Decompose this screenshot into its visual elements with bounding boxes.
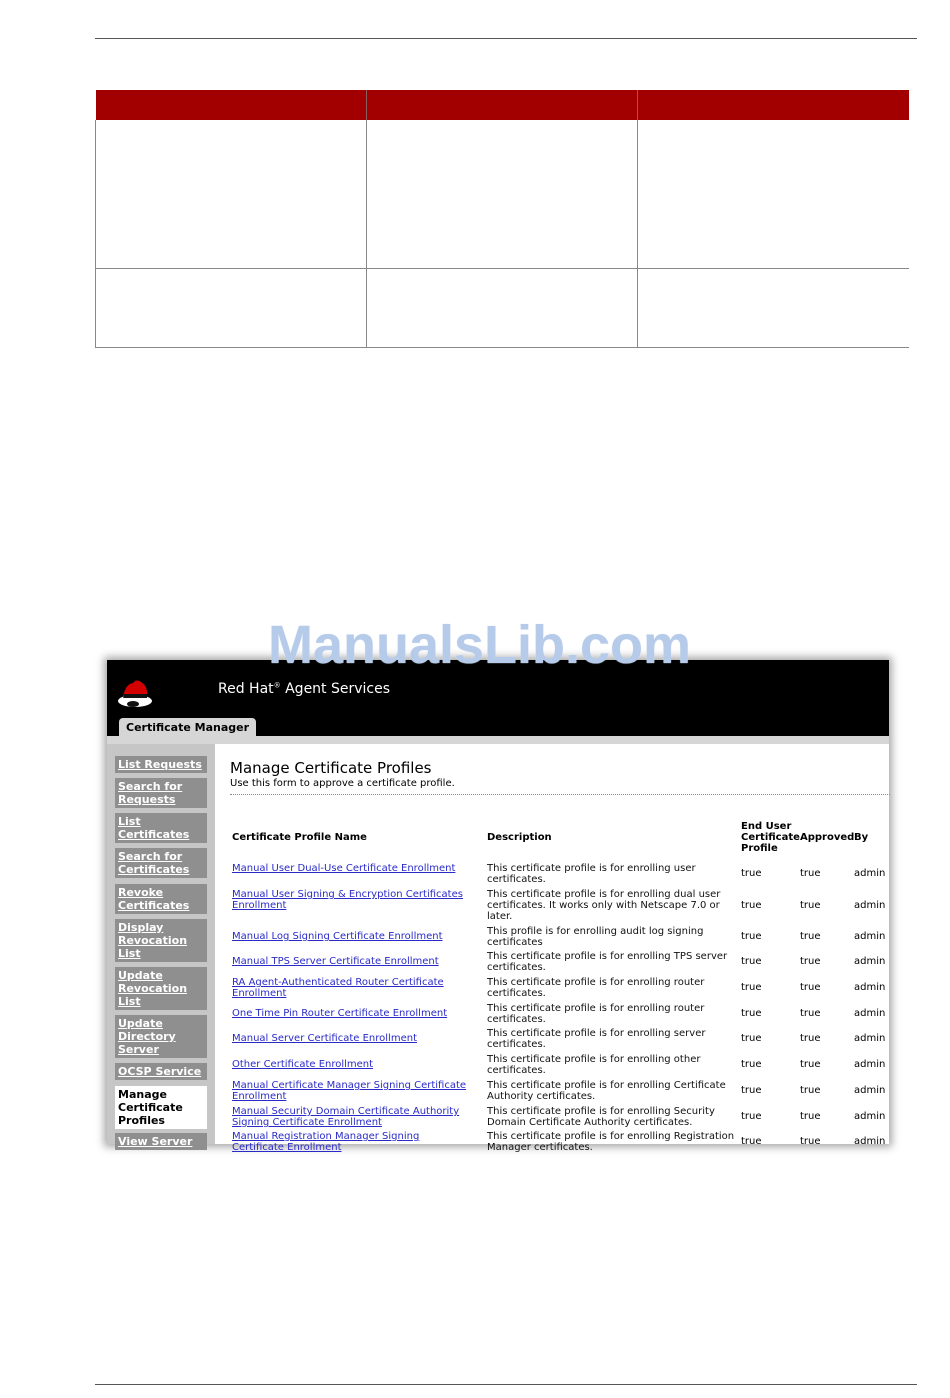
approved-by-value: admin xyxy=(854,931,886,942)
profile-link[interactable]: RA Agent-Authenticated Router Certificate Enrollment xyxy=(232,977,444,999)
page-subtitle: Use this form to approve a certificate profile. xyxy=(230,778,455,789)
end-user-value: true xyxy=(741,1008,762,1019)
approved-by-value: admin xyxy=(854,956,886,967)
profile-description: This certificate profile is for enrolling TPS server certificates. xyxy=(487,951,728,973)
column-header-by: By xyxy=(854,832,869,843)
end-user-value: true xyxy=(741,931,762,942)
sidebar-item-list-certificates[interactable]: List Certificates xyxy=(115,813,207,843)
profile-link[interactable]: Manual Server Certificate Enrollment xyxy=(232,1033,417,1044)
doc-table-cell xyxy=(367,269,638,348)
header-rule xyxy=(95,38,917,39)
end-user-value: true xyxy=(741,982,762,993)
sidebar-item-ocsp-service[interactable]: OCSP Service xyxy=(115,1063,207,1080)
doc-table-cell xyxy=(638,120,909,269)
column-header-description: Description xyxy=(487,832,552,843)
approved-value: true xyxy=(800,1033,821,1044)
profile-link[interactable]: Manual TPS Server Certificate Enrollment xyxy=(232,956,439,967)
sidebar-item-list-requests[interactable]: List Requests xyxy=(115,756,207,773)
profile-description: This certificate profile is for enrolling dual user certificates. It works only with Netscape 7.0 or later. xyxy=(487,889,721,922)
approved-by-value: admin xyxy=(854,868,886,879)
table-row xyxy=(215,1131,889,1156)
approved-by-value: admin xyxy=(854,982,886,993)
sidebar-item-manage-certificate-profiles[interactable]: Manage Certificate Profiles xyxy=(115,1086,207,1129)
table-row xyxy=(215,1028,889,1053)
tab-band xyxy=(107,736,889,744)
approved-by-value: admin xyxy=(854,1111,886,1122)
brand-mark: ® xyxy=(273,681,281,690)
divider xyxy=(230,794,890,795)
doc-table-header-cell xyxy=(96,90,367,120)
end-user-value: true xyxy=(741,1033,762,1044)
approved-by-value: admin xyxy=(854,1059,886,1070)
table-row xyxy=(215,863,889,888)
doc-table-row xyxy=(96,269,910,348)
agent-services-screenshot xyxy=(107,660,889,1153)
profile-description: This certificate profile is for enrolling router certificates. xyxy=(487,1003,705,1025)
column-header-approved: Approved xyxy=(800,832,855,843)
doc-table-header-cell xyxy=(638,90,909,120)
approved-value: true xyxy=(800,1008,821,1019)
end-user-value: true xyxy=(741,1059,762,1070)
sidebar-item-revoke-certificates[interactable]: Revoke Certificates xyxy=(115,884,207,914)
doc-table xyxy=(95,90,909,348)
watermark: ManualsLib.com xyxy=(268,615,692,675)
column-header-name: Certificate Profile Name xyxy=(232,832,367,843)
table-row xyxy=(215,1003,889,1028)
profile-link[interactable]: Manual User Dual-Use Certificate Enrollment xyxy=(232,863,456,874)
table-row xyxy=(215,889,889,922)
column-header-end-user: End User Certificate Profile xyxy=(741,821,800,854)
end-user-value: true xyxy=(741,956,762,967)
profile-description: This certificate profile is for enrolling Security Domain Certificate Authority certificates. xyxy=(487,1106,715,1128)
profile-link[interactable]: Manual Registration Manager Signing Certificate Enrollment xyxy=(232,1131,420,1153)
doc-table-cell xyxy=(96,120,367,269)
table-row xyxy=(215,1106,889,1131)
profile-description: This certificate profile is for enrolling Registration Manager certificates. xyxy=(487,1131,735,1153)
end-user-value: true xyxy=(741,1136,762,1147)
approved-value: true xyxy=(800,1059,821,1070)
doc-table-row xyxy=(96,120,910,269)
end-user-value: true xyxy=(741,1111,762,1122)
main-content xyxy=(215,744,889,1153)
footer-rule xyxy=(95,1384,917,1385)
profile-description: This certificate profile is for enrolling server certificates. xyxy=(487,1028,706,1050)
sidebar-item-update-revocation-list[interactable]: Update Revocation List xyxy=(115,967,207,1010)
brand-suffix: Agent Services xyxy=(280,681,391,697)
end-user-value: true xyxy=(741,1085,762,1096)
approved-value: true xyxy=(800,1111,821,1122)
table-row xyxy=(215,977,889,1002)
end-user-value: true xyxy=(741,868,762,879)
doc-table-header-cell xyxy=(367,90,638,120)
sidebar-item-search-requests[interactable]: Search for Requests xyxy=(115,778,207,808)
profile-description: This certificate profile is for enrolling user certificates. xyxy=(487,863,696,885)
profile-description: This profile is for enrolling audit log signing certificates xyxy=(487,926,704,948)
profile-link[interactable]: Manual Log Signing Certificate Enrollment xyxy=(232,931,443,942)
table-row xyxy=(215,1080,889,1105)
brand-name: Red Hat xyxy=(218,681,274,697)
approved-by-value: admin xyxy=(854,1085,886,1096)
approved-by-value: admin xyxy=(854,1136,886,1147)
sidebar-item-view-server[interactable]: View Server xyxy=(115,1133,207,1150)
doc-table-cell xyxy=(367,120,638,269)
app-brand xyxy=(218,681,390,697)
approved-value: true xyxy=(800,1136,821,1147)
approved-value: true xyxy=(800,1085,821,1096)
sidebar-item-update-directory-server[interactable]: Update Directory Server xyxy=(115,1015,207,1058)
approved-by-value: admin xyxy=(854,1033,886,1044)
redhat-shadowman-icon xyxy=(115,674,155,710)
approved-value: true xyxy=(800,868,821,879)
approved-by-value: admin xyxy=(854,1008,886,1019)
profile-link[interactable]: Manual Security Domain Certificate Authority Signing Certificate Enrollment xyxy=(232,1106,460,1128)
table-row xyxy=(215,1054,889,1079)
sidebar-item-search-certificates[interactable]: Search for Certificates xyxy=(115,848,207,878)
sidebar-nav xyxy=(107,744,215,1148)
approved-value: true xyxy=(800,956,821,967)
table-row xyxy=(215,951,889,976)
profile-description: This certificate profile is for enrolling other certificates. xyxy=(487,1054,701,1076)
approved-value: true xyxy=(800,931,821,942)
approved-by-value: admin xyxy=(854,900,886,911)
sidebar-item-display-revocation-list[interactable]: Display Revocation List xyxy=(115,919,207,962)
page-title: Manage Certificate Profiles xyxy=(230,759,432,777)
profile-description: This certificate profile is for enrolling Certificate Authority certificates. xyxy=(487,1080,726,1102)
table-row xyxy=(215,926,889,951)
profile-link[interactable]: Other Certificate Enrollment xyxy=(232,1059,374,1070)
doc-table-cell xyxy=(96,269,367,348)
end-user-value: true xyxy=(741,900,762,911)
profile-link[interactable]: One Time Pin Router Certificate Enrollment xyxy=(232,1008,448,1019)
profile-description: This certificate profile is for enrolling router certificates. xyxy=(487,977,705,999)
profile-link[interactable]: Manual Certificate Manager Signing Certificate Enrollment xyxy=(232,1080,467,1102)
doc-table-cell xyxy=(638,269,909,348)
profile-link[interactable]: Manual User Signing & Encryption Certificates Enrollment xyxy=(232,889,463,911)
approved-value: true xyxy=(800,900,821,911)
tab-certificate-manager[interactable]: Certificate Manager xyxy=(119,718,256,737)
approved-value: true xyxy=(800,982,821,993)
doc-table-header-row xyxy=(96,90,910,120)
